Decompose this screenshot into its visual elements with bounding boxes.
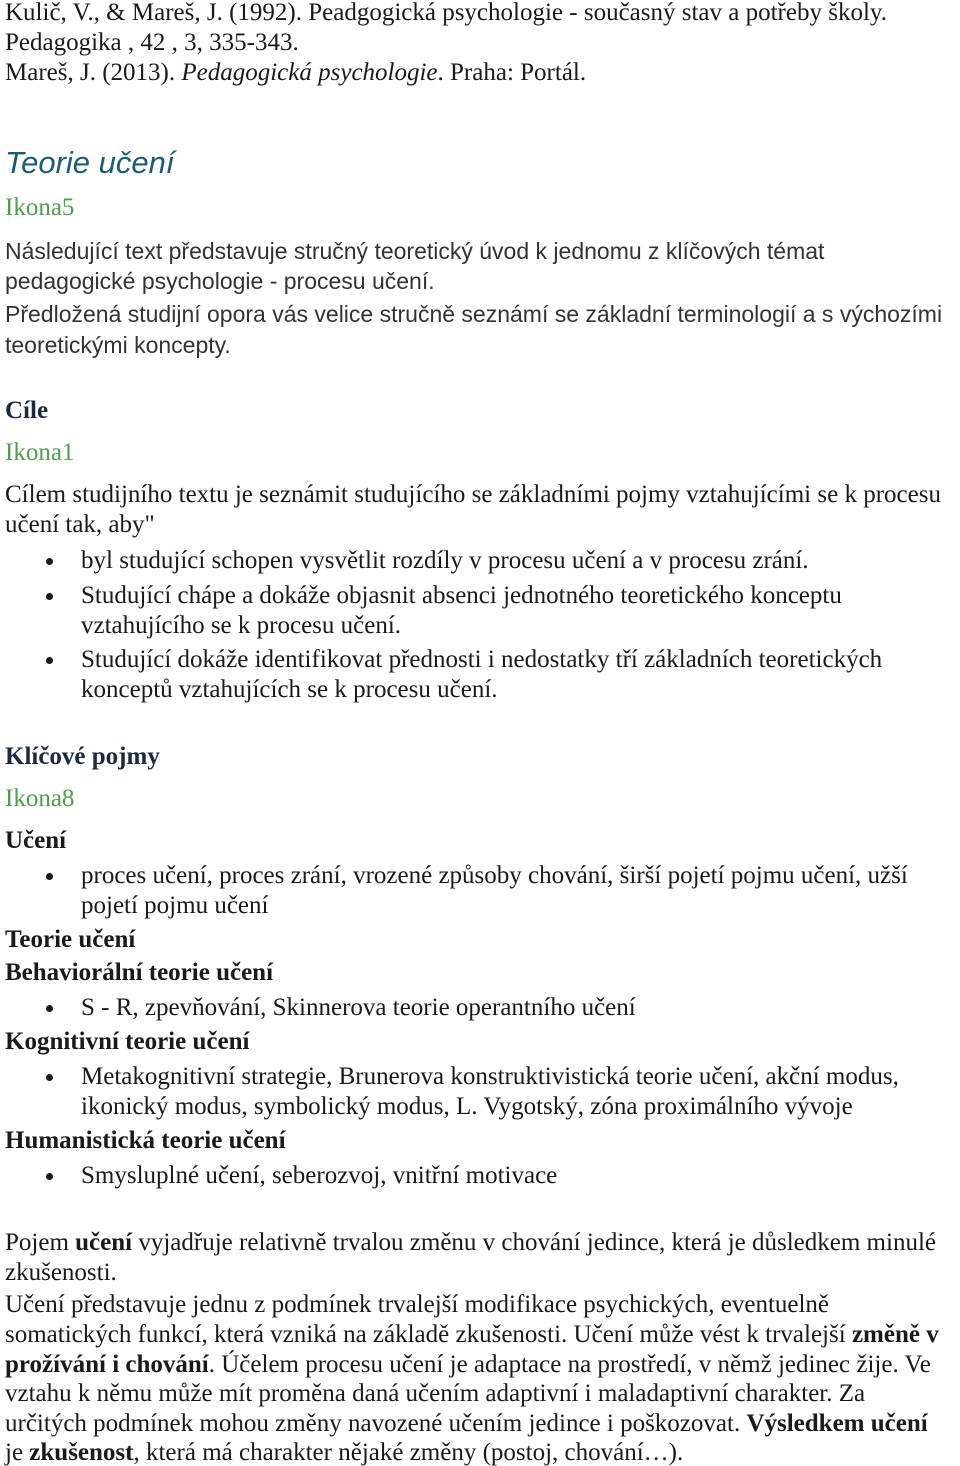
goal-text: Studující dokáže identifikovat přednosti i nedostatky tří základních teoretických (81, 646, 883, 673)
reference-kulic-journal-line: Pedagogika , 42 , 3, 335-343. (5, 29, 299, 56)
bold-text-segment: Výsledkem učení (746, 1410, 928, 1437)
paragraph-line (5, 1440, 683, 1466)
paragraph-line (5, 1352, 931, 1378)
term-group-heading: Behaviorální teorie učení (5, 959, 274, 986)
term-text: Smysluplné učení, seberozvoj, vnitřní motivace (81, 1162, 558, 1189)
goals-lead-line: učení tak, aby" (5, 511, 155, 538)
bullet-icon (46, 558, 53, 565)
term-text: S - R, zpevňování, Skinnerova teorie operantního učení (81, 994, 636, 1021)
goal-text: Studující chápe a dokáže objasnit absenci jednotného teoretického konceptu (81, 582, 842, 609)
term-line: pojetí pojmu učení (81, 892, 269, 919)
term-group-heading: Teorie učení (5, 926, 136, 953)
term-group-heading: Humanistická teorie učení (5, 1127, 286, 1154)
goal-line (81, 647, 882, 673)
goal-text: byl studující schopen vysvětlit rozdíly v procesu učení a v procesu zrání. (81, 547, 809, 574)
bold-text-segment: změně v (851, 1321, 939, 1348)
goal-line (81, 583, 842, 609)
term-line (81, 1163, 557, 1189)
reference-mares (5, 60, 586, 86)
icon-placeholder-label: Ikona8 (5, 785, 75, 812)
reference-kulic-line: Kulič, V., & Mareš, J. (1992). Peadgogická psychologie - současný stav a potřeby školy. (5, 0, 888, 26)
bullet-icon (46, 1074, 53, 1081)
goals-lead-line: Cílem studijního textu je seznámit studujícího se základními pojmy vztahujícími se k procesu (5, 481, 941, 508)
term-text: Metakognitivní strategie, Brunerova konstruktivistická teorie učení, akční modus, (81, 1063, 899, 1090)
paragraph-line: Učení představuje jednu z podmínek trvalejší modifikace psychických, eventuelně (5, 1291, 830, 1318)
intro-text-line: Předložená studijní opora vás velice stručně seznámí se základní terminologií a s výchozími (5, 301, 943, 327)
icon-placeholder-label: Ikona5 (5, 194, 75, 221)
term-line: ikonický modus, symbolický modus, L. Vygotský, zóna proximálního vývoje (81, 1093, 853, 1120)
term-text: proces učení, proces zrání, vrozené způsoby chování, širší pojetí pojmu učení, užší (81, 862, 908, 889)
goals-title: Cíle (5, 397, 49, 424)
text-segment: vyjadřuje relativně trvalou změnu v chování jedince, která je důsledkem minulé (132, 1229, 936, 1256)
goal-line (81, 548, 809, 574)
bullet-icon (46, 1005, 53, 1012)
key-terms-title: Klíčové pojmy (5, 743, 160, 770)
term-line (81, 863, 908, 889)
text-segment: . Účelem procesu učení je adaptace na prostředí, v němž jedinec žije. Ve (208, 1351, 931, 1378)
goal-line: vztahujícího se k procesu učení. (81, 612, 402, 639)
term-group-heading: Učení (5, 827, 67, 854)
text-segment: , která má charakter nějaké změny (postoj, chování…). (133, 1439, 684, 1466)
goal-line: konceptů vztahujících se k procesu učení. (81, 676, 498, 703)
paragraph-line (5, 1411, 928, 1437)
icon-placeholder-label: Ikona1 (5, 439, 75, 466)
reference-mares-authors: Mareš, J. (2013). (5, 59, 182, 86)
text-segment: je (5, 1439, 30, 1466)
bold-text-segment: učení (75, 1229, 133, 1256)
bold-text-segment: prožívání i chování (5, 1351, 209, 1378)
reference-mares-publisher: . Praha: Portál. (437, 59, 587, 86)
paragraph-line (5, 1322, 939, 1348)
reference-mares-title: Pedagogická psychologie (181, 59, 438, 86)
bullet-icon (46, 593, 53, 600)
paragraph-line: vztahu k němu může mít proměna daná učením adaptivní i maladaptivní charakter. Za (5, 1380, 866, 1407)
term-line (81, 1064, 899, 1090)
paragraph-line (5, 1230, 936, 1256)
intro-text-line: pedagogické psychologie - procesu učení. (5, 268, 435, 294)
bold-text-segment: zkušenost (29, 1439, 134, 1466)
bullet-icon (46, 1173, 53, 1180)
term-line (81, 995, 636, 1021)
bullet-icon (46, 873, 53, 880)
text-segment: určitých podmínek mohou změny navozené učením jedince i poškozovat. (5, 1410, 747, 1437)
intro-text-line: Následující text představuje stručný teoretický úvod k jednomu z klíčových témat (5, 238, 825, 264)
bullet-icon (46, 657, 53, 664)
text-segment: Pojem (5, 1229, 76, 1256)
text-segment: somatických funkcí, která vzniká na základě zkušenosti. Učení může vést k trvalejší (5, 1321, 852, 1348)
paragraph-line: zkušenosti. (5, 1259, 117, 1286)
intro-text-line: teoretickými koncepty. (5, 332, 231, 358)
page-title: Teorie učení (5, 145, 175, 180)
term-group-heading: Kognitivní teorie učení (5, 1028, 250, 1055)
